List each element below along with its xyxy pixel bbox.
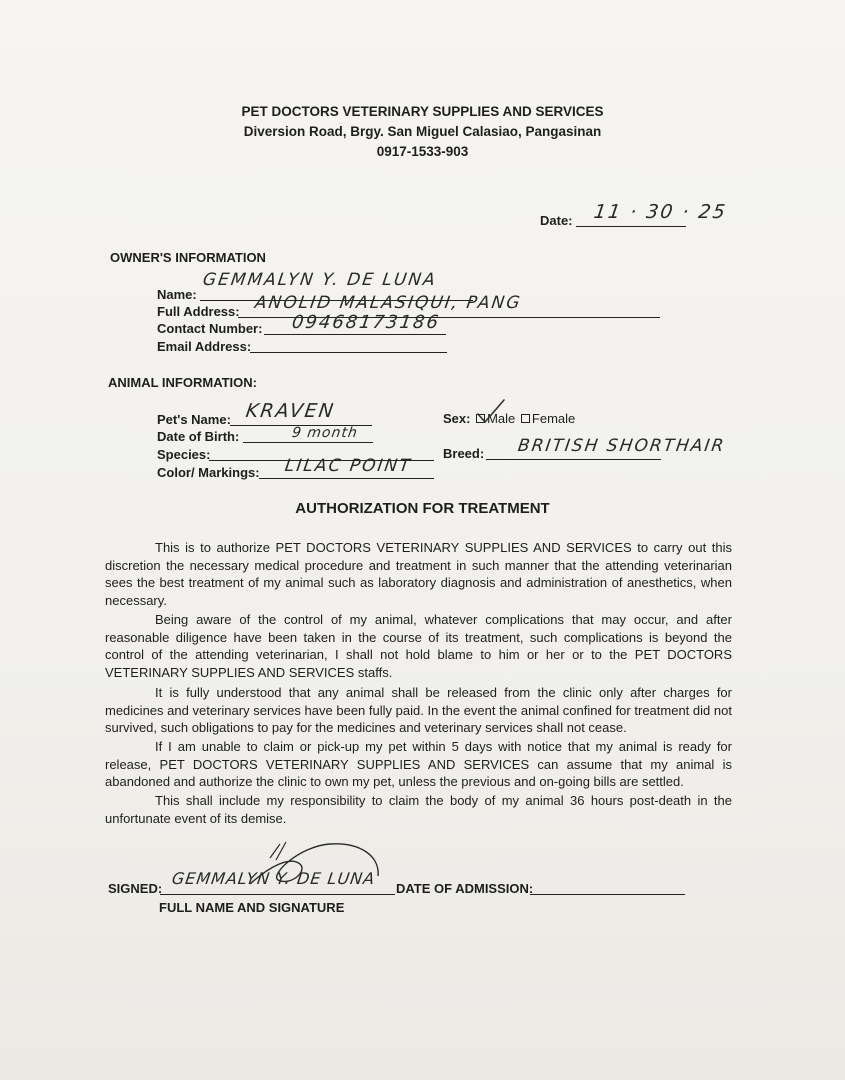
full-name-label: FULL NAME AND SIGNATURE bbox=[159, 900, 345, 915]
color-label: Color/ Markings: bbox=[157, 465, 260, 480]
authorization-title: AUTHORIZATION FOR TREATMENT bbox=[295, 500, 550, 517]
date-value[interactable]: 11 · 30 · 25 bbox=[592, 201, 729, 223]
authorization-paragraph-1: This is to authorize PET DOCTORS VETERINARY SUPPLIES AND SERVICES to carry out this discretion the necessary medical procedure and treatment in such manner that the attending veterinarian sees the best treatment of my animal such as laboratory diagnosis and administration of anesthetics, when necessary. bbox=[105, 540, 732, 608]
authorization-paragraph-3: It is fully understood that any animal shall be released from the clinic only after charges for medicines and veterinary services have been fully paid. In the event the animal confined for treatment did not survived, such obligations to pay for the medicines and veterinary services shall not cease. bbox=[105, 685, 732, 735]
owner-contact-label: Contact Number: bbox=[157, 321, 263, 336]
owner-contact-value[interactable]: 09468173186 bbox=[290, 312, 442, 333]
owner-name-label: Name: bbox=[157, 287, 197, 302]
signed-value[interactable]: GEMMALYN Y. DE LUNA bbox=[170, 869, 377, 888]
admission-line bbox=[530, 894, 685, 895]
owner-email-label: Email Address: bbox=[157, 339, 252, 354]
pet-name-label: Pet's Name: bbox=[157, 412, 231, 427]
color-line bbox=[259, 478, 434, 479]
owner-address-label: Full Address: bbox=[157, 304, 240, 319]
sex-male-label: Male bbox=[487, 411, 516, 426]
company-address: Diversion Road, Brgy. San Miguel Calasiao, Pangasinan bbox=[243, 124, 602, 139]
owner-address-value[interactable]: ANOLID MALASIQUI, PANG bbox=[253, 293, 523, 313]
date-line bbox=[576, 226, 686, 227]
breed-value[interactable]: BRITISH SHORTHAIR bbox=[516, 436, 727, 456]
dob-label: Date of Birth: bbox=[157, 429, 240, 444]
owner-heading: OWNER'S INFORMATION bbox=[110, 250, 266, 265]
company-phone: 0917-1533-903 bbox=[376, 144, 469, 159]
owner-email-line bbox=[250, 352, 447, 353]
sex-field bbox=[443, 411, 575, 426]
authorization-paragraph-5: This shall include my responsibility to claim the body of my animal 36 hours post-death in the unfortunate event of its demise. bbox=[105, 793, 732, 826]
sex-label: Sex: bbox=[443, 411, 471, 426]
owner-contact-line bbox=[264, 334, 446, 335]
dob-value[interactable]: 9 month bbox=[290, 425, 359, 441]
sex-male-checkmark-icon bbox=[476, 398, 506, 426]
admission-label: DATE OF ADMISSION: bbox=[396, 881, 534, 896]
sex-female-label: Female bbox=[531, 411, 576, 426]
authorization-paragraph-2: Being aware of the control of my animal, whatever complications that may occur, and after reasonable diligence have been taken in the course of its treatment, such complications is beyond the control of the attending veterinarian, I shall not hold blame to him or her or to the PET DOCTORS VETERINARY SUPPLIES AND SERVICES staffs. bbox=[105, 612, 732, 680]
signed-label: SIGNED: bbox=[108, 881, 163, 896]
animal-heading: ANIMAL INFORMATION: bbox=[108, 375, 257, 390]
color-value[interactable]: LILAC POINT bbox=[283, 456, 414, 476]
species-label: Species: bbox=[157, 447, 211, 462]
sex-female-checkbox[interactable] bbox=[521, 414, 530, 423]
owner-name-value[interactable]: GEMMALYN Y. DE LUNA bbox=[201, 270, 439, 290]
dob-line bbox=[243, 442, 373, 443]
date-label: Date: bbox=[540, 213, 573, 228]
breed-line bbox=[486, 459, 661, 460]
authorization-paragraph-4: If I am unable to claim or pick-up my pet within 5 days with notice that my animal is ready for release, PET DOCTORS VETERINARY SUPPLIES AND SERVICES can assume that my animal is abandoned and authorize the clinic to own my pet, unless the previous and on-going bills are settled. bbox=[105, 739, 732, 789]
breed-label: Breed: bbox=[443, 446, 485, 461]
pet-name-value[interactable]: KRAVEN bbox=[244, 400, 337, 422]
company-name: PET DOCTORS VETERINARY SUPPLIES AND SERVICES bbox=[241, 104, 604, 119]
